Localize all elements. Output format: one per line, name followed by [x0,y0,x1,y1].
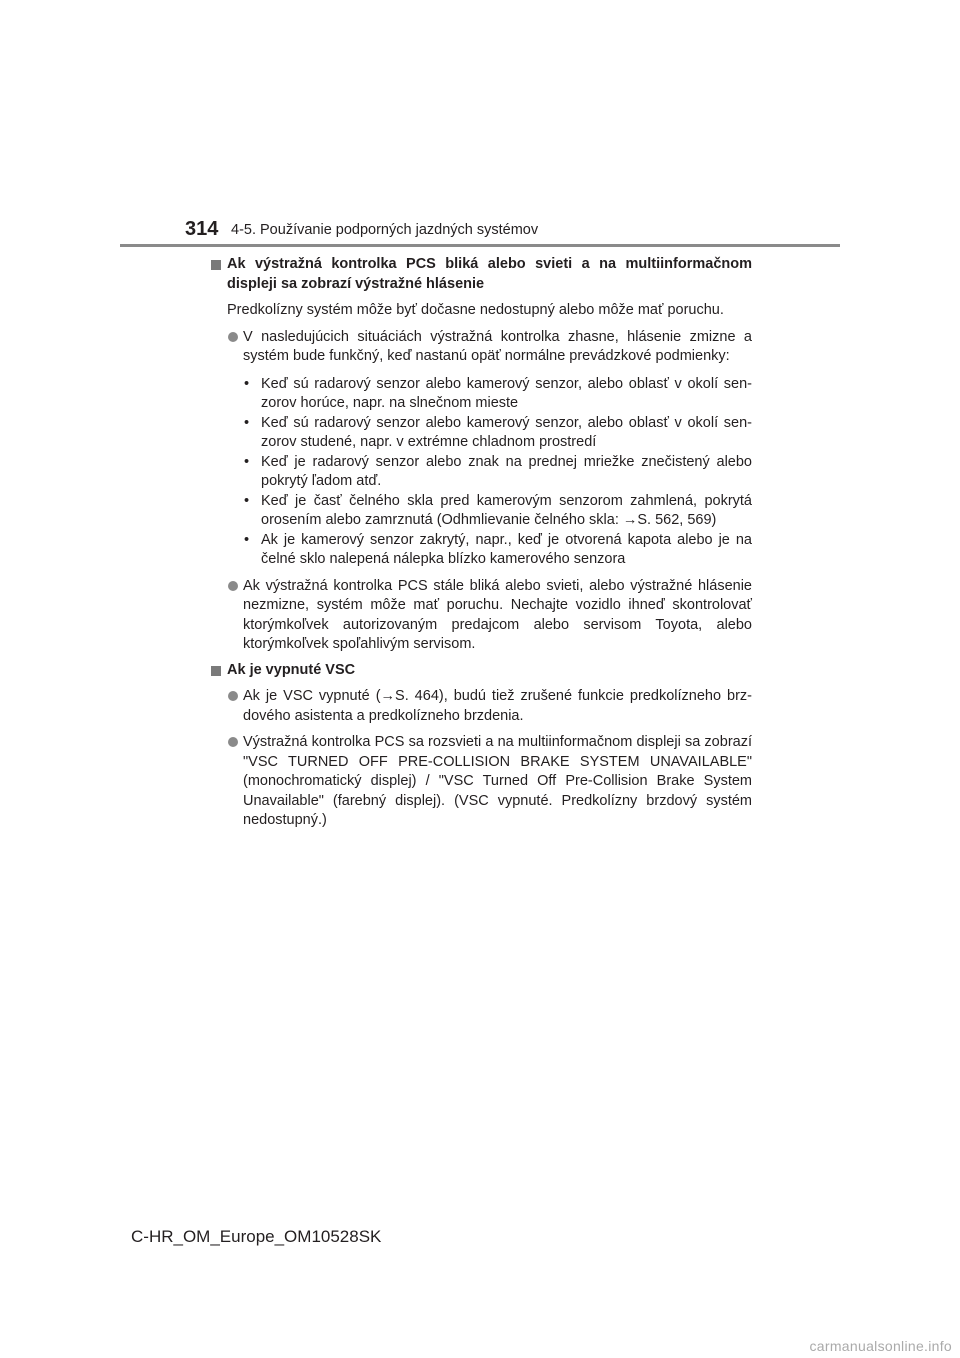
bullet-symbol: • [244,492,250,509]
section-square-icon [211,666,221,676]
list-item: • Ak je kamerový senzor zakrytý, napr., keď je otvorená kapota alebo je na čelné sklo nalepená nálepka blízko kamerového senzora [244,531,752,567]
header-rule [120,244,840,247]
bullet-text: Ak je VSC vypnuté (→S. 464), budú tiež zrušené funkcie predkolízneho brzdového asistenta a predkolízneho brzdenia. [243,688,752,724]
watermark: carmanualsonline.info [809,1338,952,1354]
list-item: • Keď je radarový senzor alebo znak na prednej mriežke znečistený alebo pokrytý ľadom atď. [244,453,752,489]
bullet-symbol: • [244,531,250,548]
list-item: • Keď sú radarový senzor alebo kamerový senzor, alebo oblasť v okolí senzorov studené, napr. v extrémne chladnom prostredí [244,414,752,450]
section-intro: Predkolízny systém môže byť dočasne nedostupný alebo môže mať poruchu. [227,302,724,318]
condition-list [243,375,752,570]
page-number: 314 [185,218,219,240]
bullet-dot-icon [228,581,238,591]
chapter-title: 4-5. Používanie podporných jazdných systémov [231,222,539,238]
bullet-dot-icon [228,691,238,701]
bullet-item [227,577,752,655]
bullet-text: Ak výstražná kontrolka PCS stále bliká alebo svieti, alebo výstražné hlásenie nezmizne, systém môže mať poruchu. Nechajte vozidlo ihneď skontrolovať ktorýmkoľvek autorizovaným predajcom alebo servisom Toyota, alebo ktorýmkoľvek spoľahlivým servisom. [243,577,752,652]
section-title: Ak je vypnuté VSC [227,661,356,678]
section-square-icon [211,260,221,270]
page-header [185,216,840,246]
bullet-item [227,328,752,570]
bullet-symbol: • [244,414,250,431]
list-item: • Keď je časť čelného skla pred kamerovým senzorom zahmlená, pokrytá orosením alebo zamrznutá (Odhmlievanie čelného skla: →S. 562, 569) [244,492,752,528]
bullet-text: V nasledujúcich situáciách výstražná kontrolka zhasne, hlásenie zmizne a systém bude funkčný, keď nastanú opäť normálne prevádzkové podmienky: [243,328,752,364]
bullet-dot-icon [228,737,238,747]
document-id: C-HR_OM_Europe_OM10528SK [131,1227,382,1246]
section-vsc-off [211,661,752,831]
section-pcs-warning [211,255,752,655]
page-content [211,255,752,831]
bullet-item [227,687,752,726]
bullet-dot-icon [228,332,238,342]
bullet-text: Výstražná kontrolka PCS sa rozsvieti a na multiinformačnom displeji sa zobrazí "VSC TURNED OFF PRE-COLLISION BRAKE SYSTEM UNAVAILABLE" (monochromatický displej) / "VSC Turned Off Pre-Collision Brake System Unavailable" (farebný displej). (VSC vypnuté. Predkolízny brzdový systém nedostupný.) [243,734,752,828]
list-item: • Keď sú radarový senzor alebo kamerový senzor, alebo oblasť v okolí senzorov horúce, napr. na slnečnom mieste [244,375,752,411]
bullet-symbol: • [244,453,250,470]
bullet-symbol: • [244,375,250,392]
section-title: Ak výstražná kontrolka PCS bliká alebo svieti a na multiinformačnom displeji sa zobrazí výstražné hlásenie [227,256,752,292]
bullet-item [227,733,752,831]
